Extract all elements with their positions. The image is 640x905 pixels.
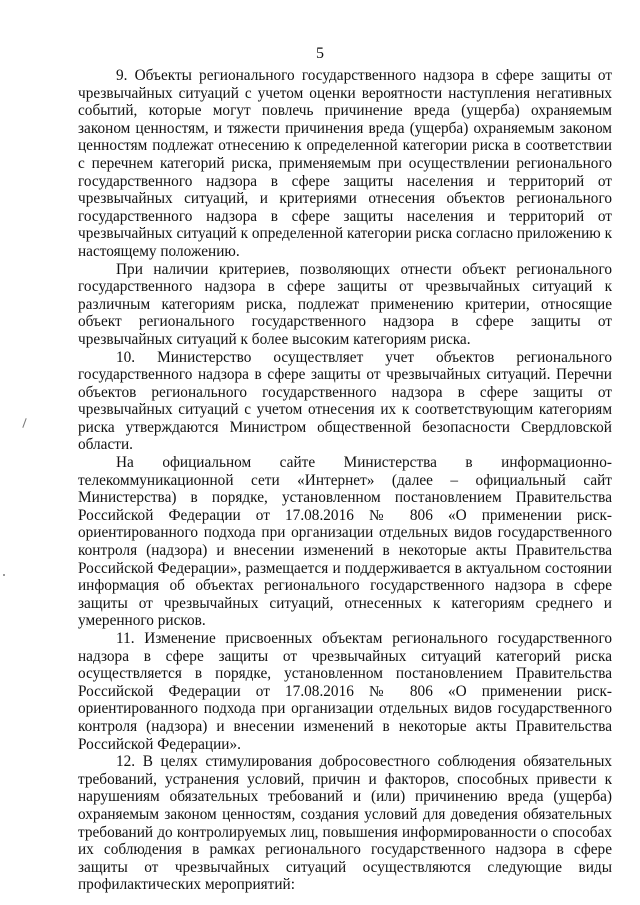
paragraph-11: 11. Изменение присвоенных объектам регионального государственного надзора в сфере защиты от чрезвычайных ситуаций категорий риска осуществляется в порядке, установленном постановлением Правительства Российской Федерации от 17.08.2016 № 806 «О применении риск-ориентированного подхода при организации отдельных видов государственного контроля (надзора) и внесении изменений в некоторые акты Правительства Российской Федерации». [78, 630, 612, 753]
document-body [78, 67, 612, 894]
paragraph-12: 12. В целях стимулирования добросовестного соблюдения обязательных требований, устранения условий, причин и факторов, способных привести к нарушениям обязательных требований и (или) причинению вреда (ущерба) охраняемым законом ценностям, создания условий для доведения обязательных требований до контролируемых лиц, повышения информированности о способах их соблюдения в рамках регионального государственного надзора в сфере защиты от чрезвычайных ситуаций осуществляются следующие виды профилактических мероприятий: [78, 753, 612, 894]
margin-mark [22, 418, 26, 428]
paragraph-10: 10. Министерство осуществляет учет объектов регионального государственного надзора в сфере защиты от чрезвычайных ситуаций. Перечни объектов регионального государственного надзора в сфере защиты от чрезвычайных ситуаций с учетом отнесения их к соответствующим категориям риска утверждаются Министром общественной безопасности Свердловской области. [78, 348, 612, 454]
paragraph-9-criteria: При наличии критериев, позволяющих отнести объект регионального государственного надзора в сфере защиты от чрезвычайных ситуаций к различным категориям риска, подлежат применению критерии, относящие объект регионального государственного надзора в сфере защиты от чрезвычайных ситуаций к более высоким категориям риска. [78, 260, 612, 348]
paragraph-9: 9. Объекты регионального государственного надзора в сфере защиты от чрезвычайных ситуаций с учетом оценки вероятности наступления негативных событий, которые могут повлечь причинение вреда (ущерба) охраняемым законом ценностям, и тяжести причинения вреда (ущерба) охраняемым законом ценностям подлежат отнесению к определенной категории риска в соответствии с перечнем категорий риска, применяемым при осуществлении регионального государственного надзора в сфере защиты населения и территорий от чрезвычайных ситуаций, и критериями отнесения объектов регионального государственного надзора в сфере защиты населения и территорий от чрезвычайных ситуаций к определенной категории риска согласно приложению к настоящему положению. [78, 67, 612, 260]
margin-dot [3, 574, 5, 576]
paragraph-10-website: На официальном сайте Министерства в информационно-телекоммуникационной сети «Интернет» (далее – официальный сайт Министерства) в порядке, установленном постановлением Правительства Российской Федерации от 17.08.2016 № 806 «О применении риск-ориентированного подхода при организации отдельных видов государственного контроля (надзора) и внесении изменений в некоторые акты Правительства Российской Федерации», размещается и поддерживается в актуальном состоянии информация об объектах регионального государственного надзора в сфере защиты от чрезвычайных ситуаций, отнесенных к категориям среднего и умеренного рисков. [78, 454, 612, 630]
page-number: 5 [316, 45, 324, 62]
